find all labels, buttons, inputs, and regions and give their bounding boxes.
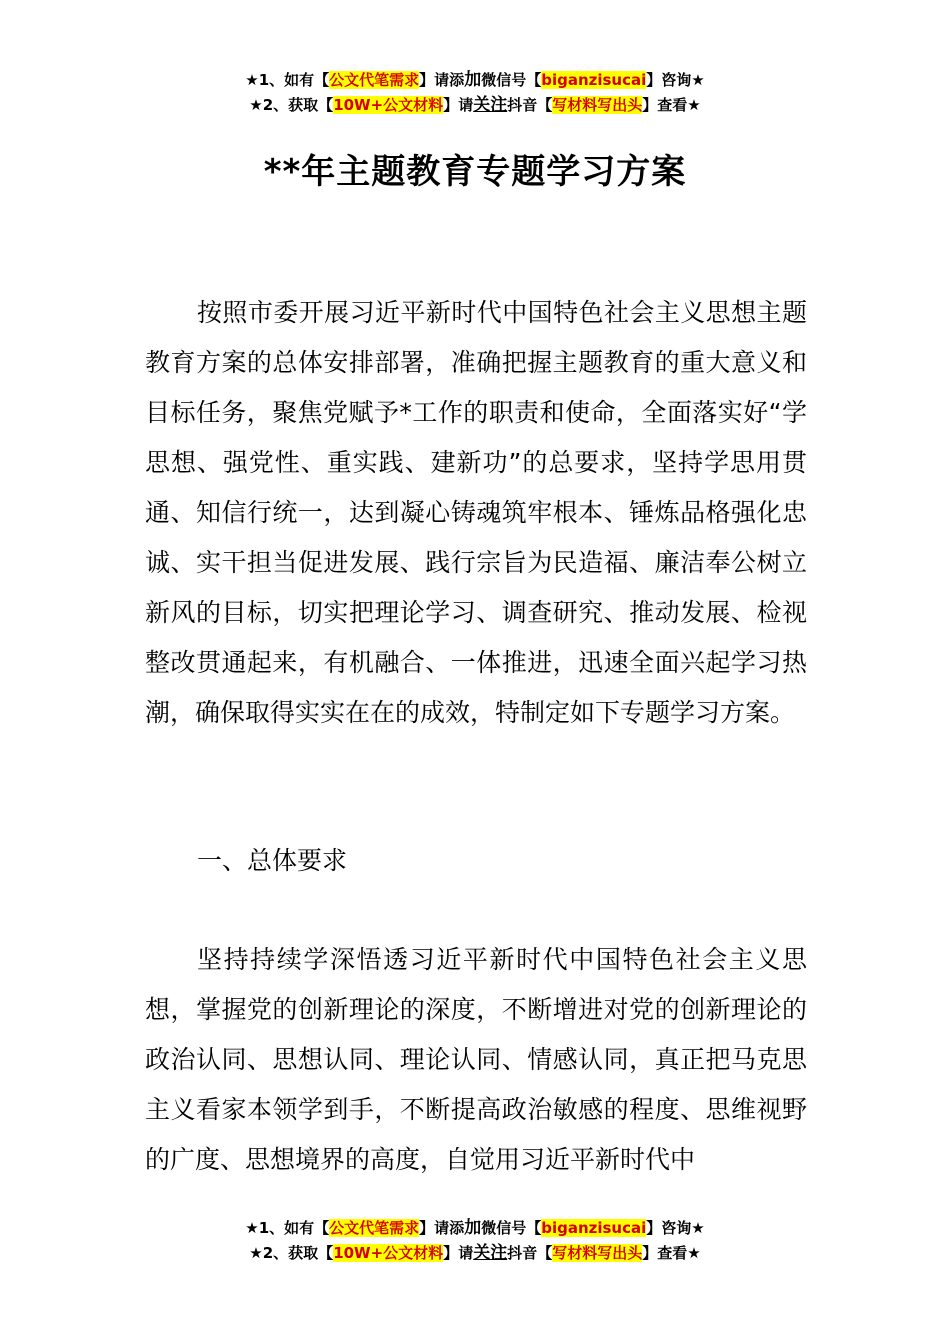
section-heading: 一、总体要求 <box>197 846 348 875</box>
banner-text: 关注 <box>473 1243 508 1263</box>
banner-line-1 <box>0 68 950 93</box>
banner-text: ★2、获取【 <box>249 1244 334 1262</box>
banner-text: 】咨询★ <box>646 1219 705 1237</box>
banner-text: 抖音【 <box>507 1244 553 1262</box>
banner-text: ★2、获取【 <box>249 96 334 114</box>
banner-text: 微信号【 <box>481 71 542 89</box>
banner-text: 加 <box>464 70 482 90</box>
banner-text: 】请添 <box>419 71 465 89</box>
highlight-wechat-id: biganzisucai <box>541 71 647 89</box>
banner-text: 关注 <box>473 95 508 115</box>
banner-text: 微信号【 <box>481 1219 542 1237</box>
banner-text: 】请添 <box>419 1219 465 1237</box>
bottom-banner <box>0 1216 950 1266</box>
highlight-materials: 10W+公文材料 <box>333 96 444 114</box>
banner-text: 】请 <box>443 1244 474 1262</box>
highlight-materials: 10W+公文材料 <box>333 1244 444 1262</box>
banner-text: 加 <box>464 1218 482 1238</box>
banner-text: 】请 <box>443 96 474 114</box>
banner-text: 】查看★ <box>642 1244 701 1262</box>
banner-text: 抖音【 <box>507 96 553 114</box>
paragraph-intro: 按照市委开展习近平新时代中国特色社会主义思想主题教育方案的总体安排部署，准确把握主题教育的重大意义和目标任务，聚焦党赋予*工作的职责和使命，全面落实好“学思想、强党性、重实践、建新功”的总要求，坚持学思用贯通、知信行统一，达到凝心铸魂筑牢根本、锤炼品格强化忠诚、实干担当促进发展、践行宗旨为民造福、廉洁奉公树立新风的目标，切实把理论学习、调查研究、推动发展、检视整改贯通起来，有机融合、一体推进，迅速全面兴起学习热潮，确保取得实实在在的成效，特制定如下专题学习方案。 <box>145 298 807 727</box>
highlight-wechat-id: biganzisucai <box>541 1219 647 1237</box>
banner-line-1 <box>0 1216 950 1241</box>
highlight-douyin: 写材料写出头 <box>552 1244 643 1262</box>
banner-text: 】查看★ <box>642 96 701 114</box>
banner-text: ★1、如有【 <box>245 71 330 89</box>
document-title: **年主题教育专题学习方案 <box>263 152 687 192</box>
highlight-douyin: 写材料写出头 <box>552 96 643 114</box>
top-banner <box>0 68 950 118</box>
highlight-service: 公文代笔需求 <box>329 1219 420 1237</box>
banner-line-2 <box>0 1241 950 1266</box>
banner-text: ★1、如有【 <box>245 1219 330 1237</box>
paragraph-requirements: 坚持持续学深悟透习近平新时代中国特色社会主义思想，掌握党的创新理论的深度，不断增进对党的创新理论的政治认同、思想认同、理论认同、情感认同，真正把马克思主义看家本领学到手，不断提高政治敏感的程度、思维视野的广度、思想境界的高度，自觉用习近平新时代中 <box>145 945 807 1174</box>
highlight-service: 公文代笔需求 <box>329 71 420 89</box>
banner-line-2 <box>0 93 950 118</box>
banner-text: 】咨询★ <box>646 71 705 89</box>
